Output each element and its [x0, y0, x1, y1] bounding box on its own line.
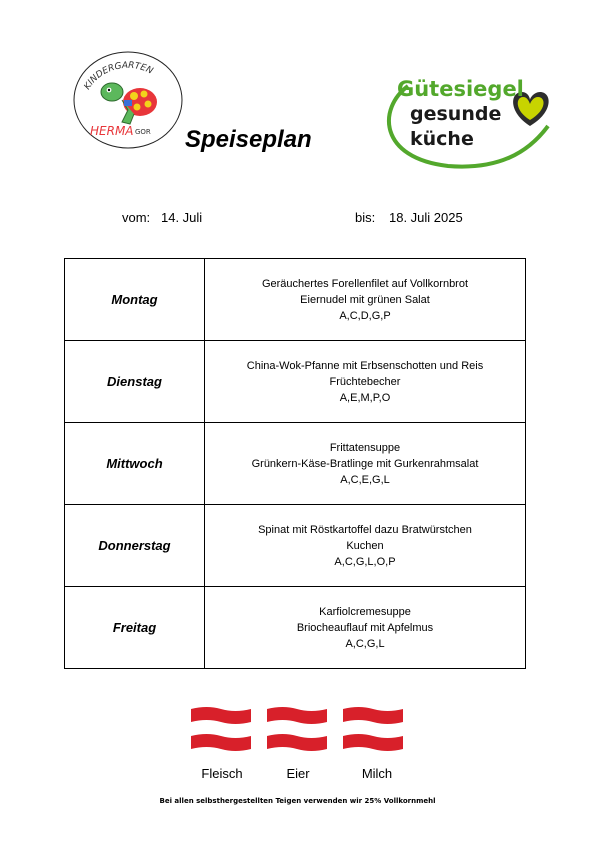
dish-cell [205, 505, 526, 587]
origin-label-fleisch: Fleisch [201, 766, 243, 781]
dish-line: Eiernudel mit grünen Salat [300, 293, 430, 306]
menu-row-freitag [65, 587, 526, 669]
kindergarten-logo-name: HERMA [90, 124, 134, 138]
kindergarten-logo-top-text: KINDERGARTEN [82, 60, 155, 92]
kueche-text: küche [410, 128, 474, 150]
day-cell: Donnerstag [65, 505, 205, 587]
dish-line: Frittatensuppe [329, 441, 401, 454]
allergen-codes: A,C,G,L,O,P [334, 555, 396, 568]
dish-line: Früchtebecher [329, 375, 401, 388]
menu-table [64, 258, 526, 669]
allergen-codes: A,E,M,P,O [339, 391, 391, 404]
day-cell: Freitag [65, 587, 205, 669]
dish-line: Grünkern-Käse-Bratlinge mit Gurkenrahmsalat [251, 457, 479, 470]
dish-line: Briocheauflauf mit Apfelmus [296, 621, 434, 634]
from-label: vom: [122, 210, 151, 225]
dish-line: Spinat mit Röstkartoffel dazu Bratwürstchen [258, 523, 472, 536]
austria-flag-icon [341, 705, 405, 753]
austria-flag-icon [189, 705, 253, 753]
gesunde-text: gesunde [410, 103, 502, 125]
footer-note: Bei allen selbsthergestellten Teigen verwenden wir 25% Vollkornmehl [159, 797, 436, 805]
menu-row-dienstag [65, 341, 526, 423]
guetesiegel-text: Gütesiegel [397, 77, 524, 101]
to-label: bis: [355, 210, 376, 225]
austria-flag-icon [265, 705, 329, 753]
day-cell: Dienstag [65, 341, 205, 423]
menu-row-mittwoch [65, 423, 526, 505]
allergen-codes: A,C,G,L [345, 637, 385, 650]
menu-row-donnerstag [65, 505, 526, 587]
from-date: 14. Juli [161, 210, 203, 225]
dish-cell [205, 341, 526, 423]
dish-line: Karfiolcremesuppe [319, 605, 411, 618]
kindergarten-logo-suffix: GOR [135, 128, 151, 136]
day-cell: Mittwoch [65, 423, 205, 505]
dish-cell [205, 423, 526, 505]
dish-cell [205, 259, 526, 341]
allergen-codes: A,C,D,G,P [339, 309, 391, 322]
dish-line: Geräuchertes Forellenfilet auf Vollkornbrot [261, 277, 469, 290]
to-date: 18. Juli 2025 [389, 210, 463, 225]
origin-label-eier: Eier [286, 766, 310, 781]
origin-label-milch: Milch [361, 766, 393, 781]
dish-line: China-Wok-Pfanne mit Erbsenschotten und Reis [246, 359, 484, 372]
kindergarten-logo [72, 50, 184, 150]
dish-cell [205, 587, 526, 669]
menu-row-montag [65, 259, 526, 341]
day-cell: Montag [65, 259, 205, 341]
allergen-codes: A,C,E,G,L [340, 473, 390, 486]
page-title: Speiseplan [185, 126, 312, 153]
dish-line: Kuchen [346, 539, 384, 552]
